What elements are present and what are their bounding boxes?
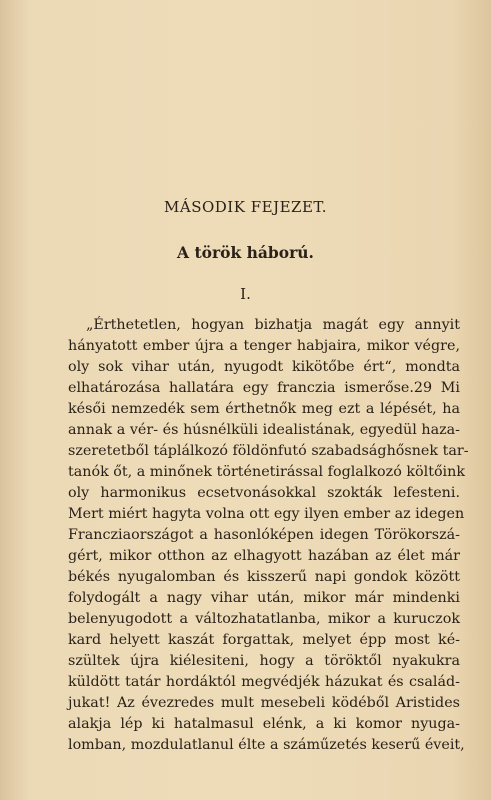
text-line: oly harmonikus ecsetvonásokkal szokták lefesteni.: [68, 485, 460, 501]
section-number: I.: [240, 285, 251, 303]
text-line: szeretetből táplálkozó földönfutó szabadsághősnek tar-: [68, 443, 469, 459]
text-line: annak a vér- és húsnélküli idealistának, egyedül haza-: [68, 422, 460, 438]
text-line: Mert miért hagyta volna ott egy ilyen ember az idegen: [68, 506, 465, 522]
body-paragraph: [68, 315, 469, 756]
text-line: gért, mikor otthon az elhagyott hazában az élet már: [68, 548, 460, 564]
text-line: lomban, mozdulatlanul élte a száműzetés keserű éveit,: [68, 737, 465, 753]
text-line: békés nyugalomban és kisszerű napi gondok között: [68, 569, 460, 585]
text-line: tanók őt, a minőnek történetirással foglalkozó költőink: [68, 464, 465, 480]
text-line: belenyugodott a változhatatlanba, mikor a kuruczok: [68, 611, 460, 627]
text-line: alakja lép ki hatalmasul elénk, a ki komor nyuga-: [68, 716, 460, 732]
text-line: folydogált a nagy vihar után, mikor már mindenki: [68, 590, 460, 606]
text-line: késői nemzedék sem érthetnők meg ezt a lépését, ha: [68, 401, 460, 417]
text-line: elhatározása hallatára egy franczia ismerőse.29 Mi: [68, 380, 460, 396]
chapter-heading: MÁSODIK FEJEZET.: [164, 198, 327, 216]
text-line: hányatott ember újra a tenger habjaira, mikor végre,: [68, 338, 460, 354]
text-line: jukat! Az évezredes mult mesebeli ködéből Aristides: [68, 695, 460, 711]
section-title: A török háború.: [177, 243, 314, 262]
text-line: küldött tatár hordáktól megvédjék házukat és család-: [68, 674, 460, 690]
text-line: oly sok vihar után, nyugodt kikötőbe ért“, mondta: [68, 359, 460, 375]
text-line: „Érthetetlen, hogyan bizhatja magát egy annyit: [86, 317, 460, 333]
text-line: Francziaországot a hasonlóképen idegen Törökorszá-: [68, 527, 460, 543]
text-line: kard helyett kaszát forgattak, melyet épp most ké-: [68, 632, 460, 648]
text-line: szültek újra kiélesiteni, hogy a töröktől nyakukra: [68, 653, 460, 669]
